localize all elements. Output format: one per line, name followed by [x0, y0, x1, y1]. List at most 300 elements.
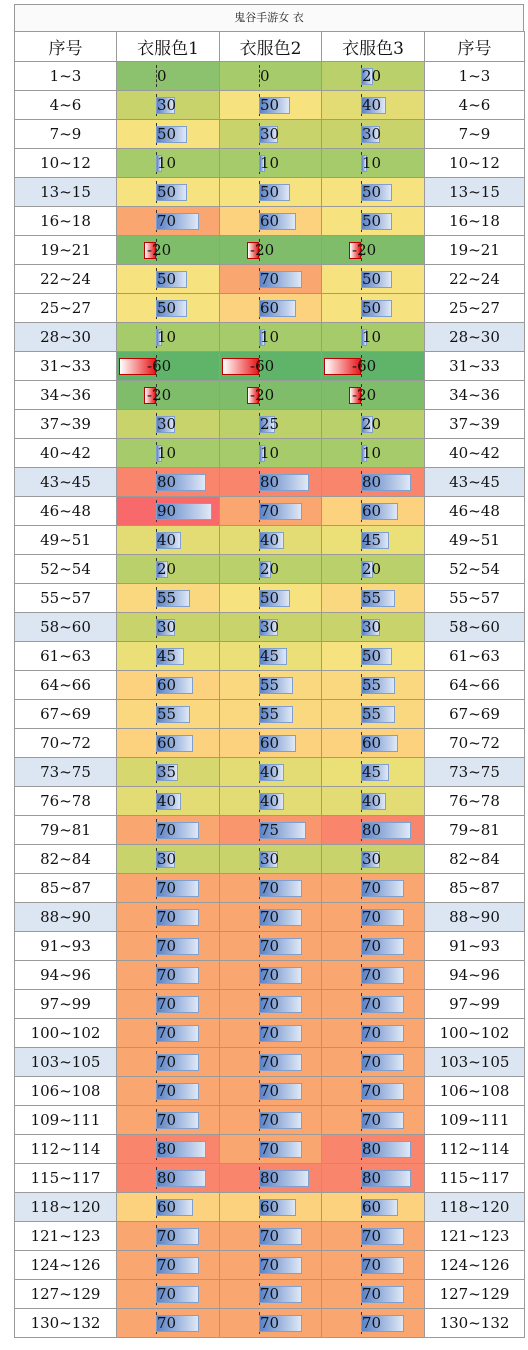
value-cell-color-2: [220, 845, 322, 874]
value-cell-color-3: [322, 932, 425, 961]
cell-value: 20: [362, 67, 382, 85]
table-row: [15, 1135, 525, 1164]
row-range-right: 16~18: [425, 207, 525, 236]
row-range-left: 64~66: [15, 671, 117, 700]
cell-value: 45: [362, 531, 382, 549]
value-cell-color-3: [322, 1106, 425, 1135]
value-cell-color-2: [220, 497, 322, 526]
value-cell-color-1: [117, 468, 220, 497]
value-cell-color-1: [117, 439, 220, 468]
cell-value: -60: [250, 357, 275, 375]
cell-value: 70: [157, 1285, 177, 1303]
cell-value: 60: [157, 1198, 177, 1216]
value-cell-color-3: [322, 671, 425, 700]
table-row: [15, 323, 525, 352]
cell-value: 70: [362, 1314, 382, 1332]
cell-value: 50: [260, 589, 280, 607]
row-range-left: 97~99: [15, 990, 117, 1019]
row-range-left: 100~102: [15, 1019, 117, 1048]
value-cell-color-3: [322, 1077, 425, 1106]
row-range-right: 88~90: [425, 903, 525, 932]
row-range-left: 37~39: [15, 410, 117, 439]
value-cell-color-2: [220, 410, 322, 439]
value-cell-color-1: [117, 613, 220, 642]
cell-value: 70: [260, 1082, 280, 1100]
row-range-right: 100~102: [425, 1019, 525, 1048]
row-range-right: 94~96: [425, 961, 525, 990]
value-cell-color-1: [117, 207, 220, 236]
cell-value: 70: [260, 966, 280, 984]
value-cell-color-3: [322, 787, 425, 816]
cell-value: 70: [260, 1227, 280, 1245]
value-cell-color-2: [220, 381, 322, 410]
cell-value: 25: [260, 415, 280, 433]
value-cell-color-3: [322, 352, 425, 381]
cell-value: 70: [157, 1024, 177, 1042]
row-range-left: 124~126: [15, 1251, 117, 1280]
value-cell-color-2: [220, 236, 322, 265]
value-cell-color-1: [117, 1106, 220, 1135]
row-range-left: 88~90: [15, 903, 117, 932]
value-cell-color-2: [220, 62, 322, 91]
cell-value: 70: [260, 1140, 280, 1158]
cell-value: 50: [362, 212, 382, 230]
cell-value: 70: [362, 937, 382, 955]
value-cell-color-2: [220, 671, 322, 700]
value-cell-color-2: [220, 1193, 322, 1222]
cell-value: 55: [362, 676, 382, 694]
value-cell-color-2: [220, 294, 322, 323]
cell-value: 60: [260, 1198, 280, 1216]
row-range-right: 76~78: [425, 787, 525, 816]
value-cell-color-3: [322, 381, 425, 410]
value-cell-color-1: [117, 903, 220, 932]
row-range-right: 103~105: [425, 1048, 525, 1077]
table-row: [15, 700, 525, 729]
row-range-right: 121~123: [425, 1222, 525, 1251]
cell-value: 70: [260, 908, 280, 926]
value-cell-color-1: [117, 932, 220, 961]
table-row: [15, 1309, 525, 1338]
value-cell-color-1: [117, 1019, 220, 1048]
table-row: [15, 613, 525, 642]
cell-value: 30: [157, 415, 177, 433]
cell-value: -20: [352, 386, 377, 404]
cell-value: 70: [157, 1053, 177, 1071]
row-range-right: 106~108: [425, 1077, 525, 1106]
value-cell-color-2: [220, 990, 322, 1019]
value-cell-color-2: [220, 816, 322, 845]
row-range-left: 7~9: [15, 120, 117, 149]
cell-value: 60: [260, 734, 280, 752]
cell-value: 50: [362, 647, 382, 665]
row-range-right: 34~36: [425, 381, 525, 410]
cell-value: 55: [260, 705, 280, 723]
cell-value: 70: [260, 879, 280, 897]
value-cell-color-1: [117, 265, 220, 294]
cell-value: 10: [260, 154, 280, 172]
row-range-left: 34~36: [15, 381, 117, 410]
value-cell-color-3: [322, 207, 425, 236]
row-range-right: 1~3: [425, 62, 525, 91]
cell-value: 55: [157, 705, 177, 723]
header-color-3: 衣服色3: [322, 32, 425, 62]
row-range-right: 49~51: [425, 526, 525, 555]
cell-value: 80: [157, 1140, 177, 1158]
value-cell-color-3: [322, 120, 425, 149]
value-cell-color-3: [322, 526, 425, 555]
table-row: [15, 1280, 525, 1309]
row-range-right: 82~84: [425, 845, 525, 874]
cell-value: 20: [362, 415, 382, 433]
row-range-left: 121~123: [15, 1222, 117, 1251]
cell-value: 10: [260, 444, 280, 462]
cell-value: 60: [362, 1198, 382, 1216]
value-cell-color-3: [322, 816, 425, 845]
value-cell-color-1: [117, 1222, 220, 1251]
cell-value: 70: [362, 1024, 382, 1042]
cell-value: 45: [157, 647, 177, 665]
table-row: [15, 149, 525, 178]
value-cell-color-1: [117, 1280, 220, 1309]
value-cell-color-1: [117, 1135, 220, 1164]
cell-value: 0: [157, 67, 167, 85]
cell-value: 50: [157, 299, 177, 317]
row-range-left: 70~72: [15, 729, 117, 758]
value-cell-color-3: [322, 1164, 425, 1193]
row-range-left: 22~24: [15, 265, 117, 294]
value-cell-color-2: [220, 1019, 322, 1048]
row-range-right: 85~87: [425, 874, 525, 903]
value-cell-color-1: [117, 1309, 220, 1338]
cell-value: 70: [260, 1024, 280, 1042]
header-row: [15, 32, 525, 62]
cell-value: 30: [362, 618, 382, 636]
cell-value: 80: [260, 473, 280, 491]
cell-value: 70: [260, 1285, 280, 1303]
row-range-left: 19~21: [15, 236, 117, 265]
cell-value: 70: [157, 937, 177, 955]
value-cell-color-2: [220, 1222, 322, 1251]
row-range-left: 16~18: [15, 207, 117, 236]
cell-value: 70: [157, 908, 177, 926]
row-range-left: 115~117: [15, 1164, 117, 1193]
cell-value: 55: [362, 705, 382, 723]
table-row: [15, 1019, 525, 1048]
table-row: [15, 555, 525, 584]
table-row: [15, 845, 525, 874]
cell-value: 80: [157, 473, 177, 491]
cell-value: 20: [260, 560, 280, 578]
value-cell-color-1: [117, 178, 220, 207]
value-cell-color-3: [322, 990, 425, 1019]
cell-value: 40: [362, 792, 382, 810]
table-row: [15, 584, 525, 613]
value-cell-color-3: [322, 1222, 425, 1251]
cell-value: 70: [260, 502, 280, 520]
value-cell-color-3: [322, 178, 425, 207]
cell-value: 40: [157, 531, 177, 549]
cell-value: 70: [362, 966, 382, 984]
cell-value: 10: [157, 328, 177, 346]
value-cell-color-2: [220, 903, 322, 932]
cell-value: 70: [362, 908, 382, 926]
value-cell-color-3: [322, 294, 425, 323]
table-body: [15, 62, 525, 1338]
cell-value: 90: [157, 502, 177, 520]
value-cell-color-3: [322, 555, 425, 584]
cell-value: 70: [362, 1285, 382, 1303]
table-row: [15, 91, 525, 120]
value-cell-color-3: [322, 149, 425, 178]
table-row: [15, 874, 525, 903]
value-cell-color-2: [220, 91, 322, 120]
value-cell-color-2: [220, 932, 322, 961]
cell-value: 80: [260, 1169, 280, 1187]
row-range-left: 10~12: [15, 149, 117, 178]
value-cell-color-2: [220, 1251, 322, 1280]
row-range-right: 13~15: [425, 178, 525, 207]
row-range-left: 82~84: [15, 845, 117, 874]
cell-value: -20: [352, 241, 377, 259]
value-cell-color-3: [322, 1193, 425, 1222]
value-cell-color-2: [220, 1077, 322, 1106]
table-row: [15, 642, 525, 671]
cell-value: 60: [157, 734, 177, 752]
cell-value: 70: [362, 1053, 382, 1071]
value-cell-color-2: [220, 526, 322, 555]
table-row: [15, 787, 525, 816]
cell-value: 70: [260, 1256, 280, 1274]
value-cell-color-2: [220, 1280, 322, 1309]
cell-value: 55: [157, 589, 177, 607]
table-row: [15, 352, 525, 381]
cell-value: 70: [157, 1082, 177, 1100]
cell-value: -20: [147, 241, 172, 259]
value-cell-color-3: [322, 758, 425, 787]
cell-value: 0: [260, 67, 270, 85]
value-cell-color-3: [322, 410, 425, 439]
value-cell-color-2: [220, 555, 322, 584]
value-cell-color-2: [220, 642, 322, 671]
value-cell-color-2: [220, 265, 322, 294]
row-range-left: 4~6: [15, 91, 117, 120]
cell-value: 10: [157, 154, 177, 172]
cell-value: -60: [147, 357, 172, 375]
cell-value: 80: [362, 821, 382, 839]
cell-value: 60: [260, 212, 280, 230]
value-cell-color-2: [220, 120, 322, 149]
value-cell-color-1: [117, 845, 220, 874]
cell-value: 30: [260, 850, 280, 868]
row-range-left: 91~93: [15, 932, 117, 961]
cell-value: 60: [362, 734, 382, 752]
cell-value: 50: [260, 183, 280, 201]
table-row: [15, 1251, 525, 1280]
cell-value: 40: [260, 792, 280, 810]
table-row: [15, 468, 525, 497]
row-range-left: 130~132: [15, 1309, 117, 1338]
cell-value: 50: [260, 96, 280, 114]
value-cell-color-2: [220, 613, 322, 642]
cell-value: 70: [260, 270, 280, 288]
value-cell-color-1: [117, 149, 220, 178]
value-cell-color-1: [117, 787, 220, 816]
table-title: 鬼谷手游女 衣: [14, 4, 524, 31]
header-index-left: 序号: [15, 32, 117, 62]
row-range-left: 1~3: [15, 62, 117, 91]
value-cell-color-1: [117, 1164, 220, 1193]
cell-value: 70: [157, 1111, 177, 1129]
cell-value: 70: [260, 937, 280, 955]
value-cell-color-2: [220, 584, 322, 613]
cell-value: 70: [362, 1227, 382, 1245]
value-cell-color-1: [117, 91, 220, 120]
row-range-left: 109~111: [15, 1106, 117, 1135]
value-cell-color-3: [322, 265, 425, 294]
value-cell-color-3: [322, 584, 425, 613]
value-cell-color-2: [220, 874, 322, 903]
table-row: [15, 120, 525, 149]
value-cell-color-2: [220, 468, 322, 497]
row-range-left: 106~108: [15, 1077, 117, 1106]
cell-value: 75: [260, 821, 280, 839]
row-range-right: 79~81: [425, 816, 525, 845]
value-cell-color-3: [322, 700, 425, 729]
value-cell-color-3: [322, 497, 425, 526]
row-range-right: 31~33: [425, 352, 525, 381]
value-cell-color-2: [220, 352, 322, 381]
cell-value: 40: [260, 763, 280, 781]
cell-value: 70: [157, 995, 177, 1013]
value-cell-color-2: [220, 178, 322, 207]
data-table: [14, 31, 525, 1338]
row-range-right: 91~93: [425, 932, 525, 961]
cell-value: 50: [157, 125, 177, 143]
cell-value: 70: [260, 1314, 280, 1332]
value-cell-color-3: [322, 642, 425, 671]
table-row: [15, 265, 525, 294]
value-cell-color-1: [117, 381, 220, 410]
row-range-right: 40~42: [425, 439, 525, 468]
cell-value: 60: [157, 676, 177, 694]
value-cell-color-3: [322, 961, 425, 990]
row-range-left: 58~60: [15, 613, 117, 642]
value-cell-color-1: [117, 671, 220, 700]
row-range-right: 124~126: [425, 1251, 525, 1280]
table-row: [15, 236, 525, 265]
row-range-right: 73~75: [425, 758, 525, 787]
row-range-right: 55~57: [425, 584, 525, 613]
value-cell-color-2: [220, 961, 322, 990]
row-range-left: 118~120: [15, 1193, 117, 1222]
value-cell-color-3: [322, 1019, 425, 1048]
value-cell-color-2: [220, 323, 322, 352]
value-cell-color-3: [322, 613, 425, 642]
row-range-left: 76~78: [15, 787, 117, 816]
value-cell-color-2: [220, 729, 322, 758]
cell-value: 10: [362, 328, 382, 346]
value-cell-color-3: [322, 1280, 425, 1309]
table-row: [15, 497, 525, 526]
value-cell-color-1: [117, 642, 220, 671]
row-range-left: 52~54: [15, 555, 117, 584]
row-range-right: 64~66: [425, 671, 525, 700]
value-cell-color-1: [117, 990, 220, 1019]
value-cell-color-2: [220, 787, 322, 816]
table-row: [15, 381, 525, 410]
cell-value: 80: [362, 1140, 382, 1158]
value-cell-color-1: [117, 584, 220, 613]
cell-value: 70: [362, 879, 382, 897]
row-range-left: 73~75: [15, 758, 117, 787]
cell-value: 10: [260, 328, 280, 346]
cell-value: 80: [157, 1169, 177, 1187]
table-row: [15, 1164, 525, 1193]
value-cell-color-3: [322, 729, 425, 758]
value-cell-color-1: [117, 294, 220, 323]
table-row: [15, 207, 525, 236]
row-range-right: 10~12: [425, 149, 525, 178]
row-range-left: 13~15: [15, 178, 117, 207]
cell-value: 55: [260, 676, 280, 694]
value-cell-color-1: [117, 1048, 220, 1077]
value-cell-color-2: [220, 700, 322, 729]
value-cell-color-1: [117, 700, 220, 729]
row-range-right: 61~63: [425, 642, 525, 671]
value-cell-color-2: [220, 1106, 322, 1135]
cell-value: 70: [157, 212, 177, 230]
cell-value: 30: [157, 850, 177, 868]
value-cell-color-3: [322, 845, 425, 874]
value-cell-color-3: [322, 903, 425, 932]
table-row: [15, 526, 525, 555]
table-row: [15, 178, 525, 207]
value-cell-color-3: [322, 236, 425, 265]
cell-value: 70: [260, 1053, 280, 1071]
cell-value: 50: [157, 270, 177, 288]
value-cell-color-2: [220, 439, 322, 468]
row-range-left: 103~105: [15, 1048, 117, 1077]
value-cell-color-1: [117, 526, 220, 555]
row-range-right: 67~69: [425, 700, 525, 729]
cell-value: 30: [260, 618, 280, 636]
row-range-right: 115~117: [425, 1164, 525, 1193]
cell-value: 45: [362, 763, 382, 781]
cell-value: 70: [157, 1256, 177, 1274]
row-range-left: 94~96: [15, 961, 117, 990]
row-range-left: 55~57: [15, 584, 117, 613]
value-cell-color-3: [322, 439, 425, 468]
value-cell-color-1: [117, 1077, 220, 1106]
cell-value: 20: [157, 560, 177, 578]
value-cell-color-1: [117, 758, 220, 787]
value-cell-color-3: [322, 62, 425, 91]
cell-value: 40: [260, 531, 280, 549]
cell-value: -60: [352, 357, 377, 375]
value-cell-color-2: [220, 1048, 322, 1077]
row-range-left: 67~69: [15, 700, 117, 729]
value-cell-color-3: [322, 1251, 425, 1280]
value-cell-color-1: [117, 729, 220, 758]
header-color-1: 衣服色1: [117, 32, 220, 62]
table-row: [15, 1193, 525, 1222]
row-range-right: 109~111: [425, 1106, 525, 1135]
value-cell-color-3: [322, 91, 425, 120]
cell-value: 30: [260, 125, 280, 143]
value-cell-color-2: [220, 207, 322, 236]
cell-value: 30: [157, 96, 177, 114]
